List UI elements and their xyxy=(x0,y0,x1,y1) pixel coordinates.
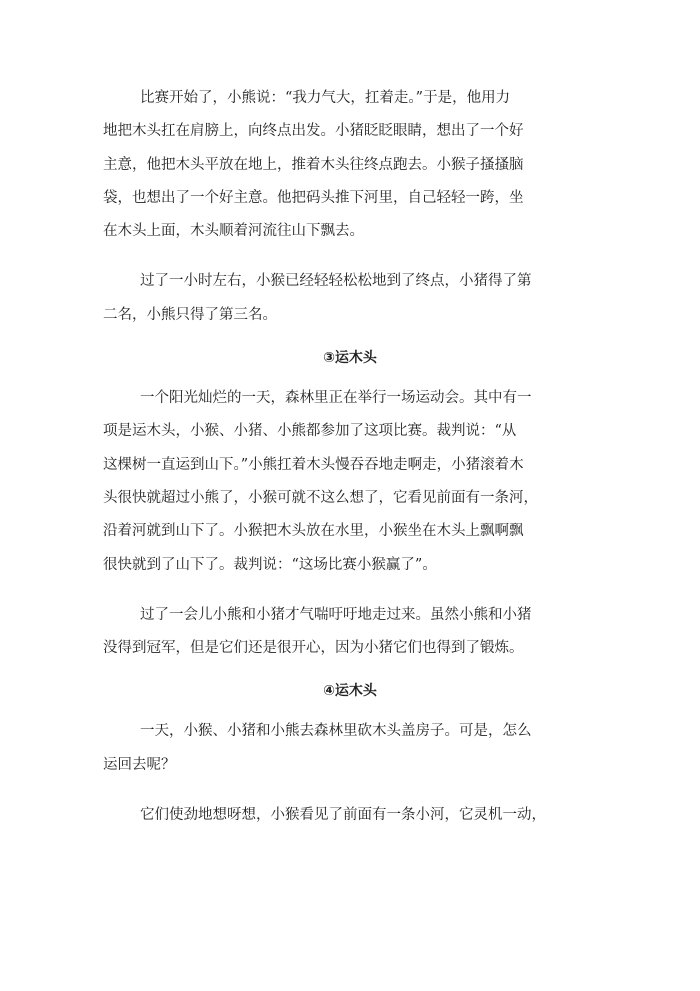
text-line: 项是运木头，小猴、小猪、小熊都参加了这项比赛。裁判说：“从 xyxy=(103,423,517,440)
paragraph xyxy=(103,715,597,782)
paragraph xyxy=(103,265,597,332)
text-line: 它们使劲地想呀想，小猴看见了前面有一条小河，它灵机一动， xyxy=(140,807,546,824)
text-line: 沿着河就到山下了。小猴把木头放在水里，小猴坐在木头上飘啊飘 xyxy=(103,523,524,540)
text-line: 袋，也想出了一个好主意。他把码头推下河里，自己轻轻一跨，坐 xyxy=(103,189,524,206)
text-line: 主意，他把木头平放在地上，推着木头往终点跑去。小猴子搔搔脑 xyxy=(103,156,524,173)
section-heading: ④运木头 xyxy=(323,683,377,700)
text-line: 过了一小时左右，小猴已经轻轻松松地到了终点，小猪得了第 xyxy=(140,273,532,290)
section-heading: ③运木头 xyxy=(323,350,377,367)
text-line: 头很快就超过小熊了，小猴可就不这么想了，它看见前面有一条河， xyxy=(103,489,538,506)
text-line: 比赛开始了，小熊说：“我力气大，扛着走。”于是，他用力 xyxy=(140,90,511,106)
paragraph xyxy=(103,599,597,666)
text-line: 一个阳光灿烂的一天，森林里正在举行一场运动会。其中有一 xyxy=(140,390,532,407)
text-line: 没得到冠军，但是它们还是很开心，因为小猪它们也得到了锻炼。 xyxy=(103,640,524,657)
text-line: 在木头上面，木头顺着河流往山下飘去。 xyxy=(103,223,364,240)
document-page xyxy=(103,82,597,832)
text-line: 这棵树一直运到山下。”小熊扛着木头慢吞吞地走啊走，小猪滚着木 xyxy=(103,456,524,473)
paragraph xyxy=(103,799,597,832)
paragraph xyxy=(103,82,597,248)
text-line: 过了一会儿小熊和小猪才气喘吁吁地走过来。虽然小熊和小猪 xyxy=(140,606,532,623)
text-line: 地把木头扛在肩膀上，向终点出发。小猪眨眨眼睛，想出了一个好 xyxy=(103,123,524,140)
text-line: 运回去呢？ xyxy=(103,756,176,773)
paragraph xyxy=(103,382,597,582)
text-line: 很快就到了山下了。裁判说：“这场比赛小猴赢了”。 xyxy=(103,556,437,573)
text-line: 二名，小熊只得了第三名。 xyxy=(103,306,277,323)
text-line: 一天，小猴、小猪和小熊去森林里砍木头盖房子。可是，怎么 xyxy=(140,723,532,740)
